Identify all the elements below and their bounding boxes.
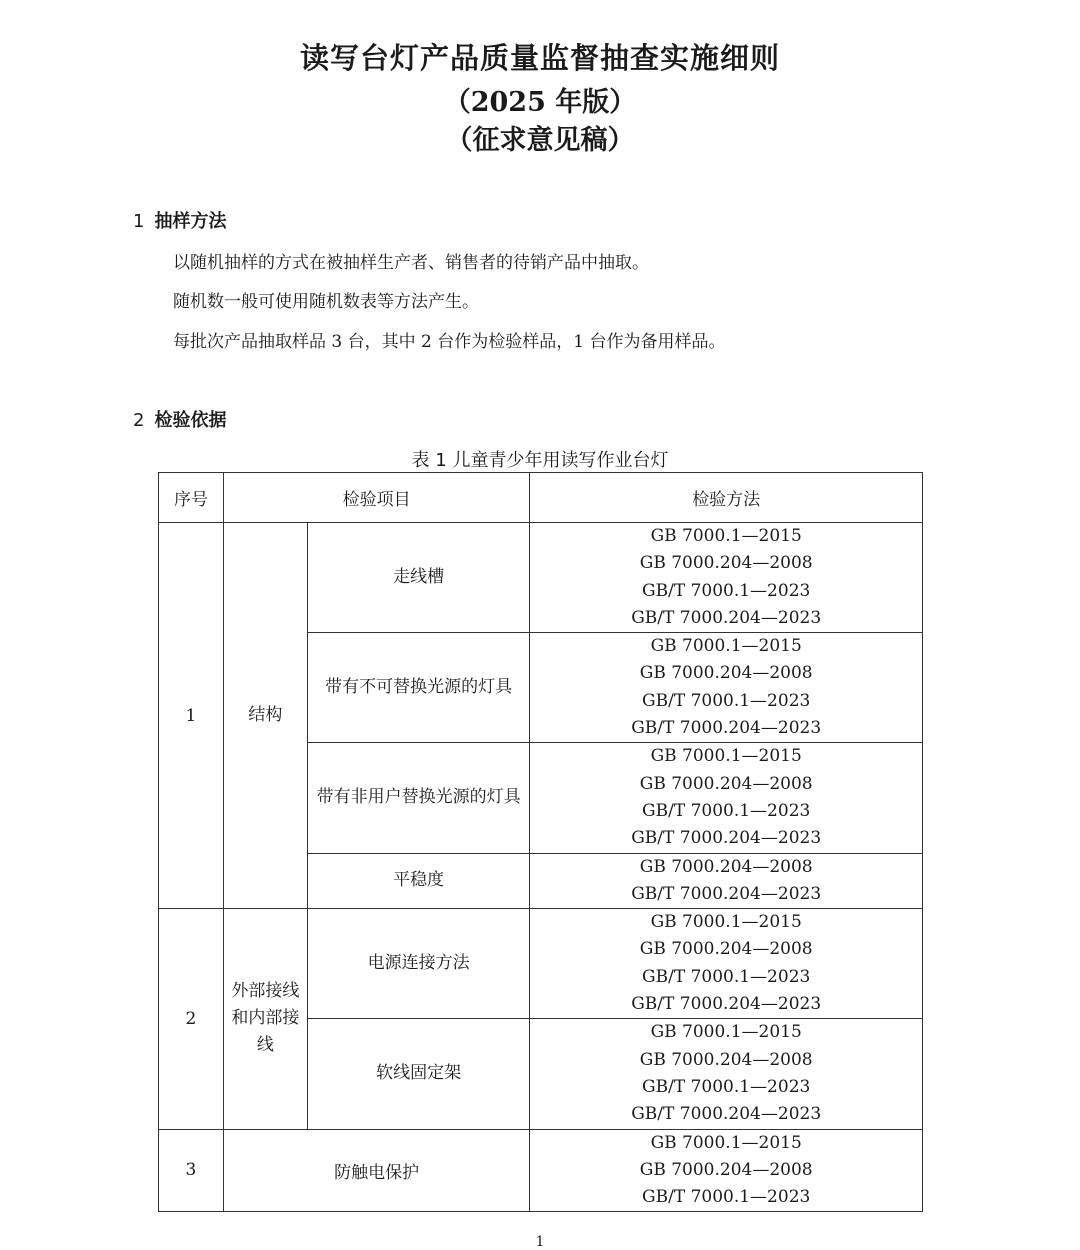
method-standard: GB/T 7000.204—2023 <box>631 718 822 739</box>
row-item: 电源连接方法 <box>307 909 530 1019</box>
section-heading-sampling <box>133 207 226 233</box>
section-heading-basis <box>133 406 226 432</box>
method-standard: GB/T 7000.1—2023 <box>642 690 811 711</box>
table-caption: 表 1 儿童青少年用读写作业台灯 <box>411 450 669 471</box>
row-methods <box>530 633 923 743</box>
row-item: 带有不可替换光源的灯具 <box>307 633 530 743</box>
table-row <box>159 1129 923 1212</box>
inspection-table <box>158 472 923 1212</box>
row-category: 防触电保护 <box>223 1129 529 1212</box>
row-seq: 2 <box>159 909 224 1129</box>
row-seq: 3 <box>159 1129 224 1212</box>
method-standard: GB 7000.1—2015 <box>650 1022 802 1043</box>
row-category: 外部接线和内部接线 <box>223 909 307 1129</box>
paragraph: 随机数一般可使用随机数表等方法产生。 <box>173 292 479 312</box>
row-item: 软线固定架 <box>307 1019 530 1129</box>
method-standard: GB/T 7000.204—2023 <box>631 828 822 849</box>
row-methods <box>530 743 923 853</box>
row-methods <box>530 853 923 909</box>
document-title: 读写台灯产品质量监督抽查实施细则 <box>299 41 780 75</box>
row-item: 平稳度 <box>307 853 530 909</box>
method-standard: GB 7000.204—2008 <box>639 939 813 960</box>
header-seq: 序号 <box>159 473 224 523</box>
document-status: （征求意见稿） <box>445 125 635 156</box>
row-methods <box>530 523 923 633</box>
row-item: 走线槽 <box>307 523 530 633</box>
table-header-row <box>159 473 923 523</box>
page-number: 1 <box>535 1234 545 1250</box>
method-standard: GB/T 7000.1—2023 <box>642 580 811 601</box>
table-row <box>159 909 923 1019</box>
section-title: 抽样方法 <box>154 211 227 232</box>
method-standard: GB/T 7000.204—2023 <box>631 883 822 904</box>
method-standard: GB/T 7000.1—2023 <box>642 800 811 821</box>
method-standard: GB/T 7000.1—2023 <box>642 1076 811 1097</box>
header-item: 检验项目 <box>223 473 529 523</box>
table-row <box>159 523 923 633</box>
method-standard: GB 7000.1—2015 <box>650 1132 802 1153</box>
row-methods <box>530 1129 923 1212</box>
paragraph: 以随机抽样的方式在被抽样生产者、销售者的待销产品中抽取。 <box>173 253 649 273</box>
method-standard: GB 7000.204—2008 <box>639 1159 813 1180</box>
document-edition: （2025 年版） <box>443 87 637 118</box>
row-category: 结构 <box>223 523 307 909</box>
method-standard: GB 7000.204—2008 <box>639 773 813 794</box>
method-standard: GB 7000.204—2008 <box>639 663 813 684</box>
method-standard: GB 7000.1—2015 <box>650 636 802 657</box>
method-standard: GB 7000.1—2015 <box>650 912 802 933</box>
header-method: 检验方法 <box>530 473 923 523</box>
section-title: 检验依据 <box>154 410 227 431</box>
section-number: 1 <box>133 211 145 232</box>
table-body <box>159 523 923 1212</box>
method-standard: GB/T 7000.204—2023 <box>631 607 822 628</box>
method-standard: GB/T 7000.204—2023 <box>631 994 822 1015</box>
row-seq: 1 <box>159 523 224 909</box>
row-methods <box>530 1019 923 1129</box>
row-methods <box>530 909 923 1019</box>
section-number: 2 <box>133 410 145 431</box>
method-standard: GB/T 7000.204—2023 <box>631 1104 822 1125</box>
method-standard: GB 7000.1—2015 <box>650 526 802 546</box>
paragraph: 每批次产品抽取样品 3 台，其中 2 台作为检验样品，1 台作为备用样品。 <box>173 332 726 352</box>
row-item: 带有非用户替换光源的灯具 <box>307 743 530 853</box>
method-standard: GB/T 7000.1—2023 <box>642 966 811 987</box>
method-standard: GB 7000.204—2008 <box>639 1049 813 1070</box>
method-standard: GB/T 7000.1—2023 <box>642 1187 811 1208</box>
method-standard: GB 7000.204—2008 <box>639 856 813 877</box>
method-standard: GB 7000.204—2008 <box>639 553 813 574</box>
method-standard: GB 7000.1—2015 <box>650 746 802 767</box>
